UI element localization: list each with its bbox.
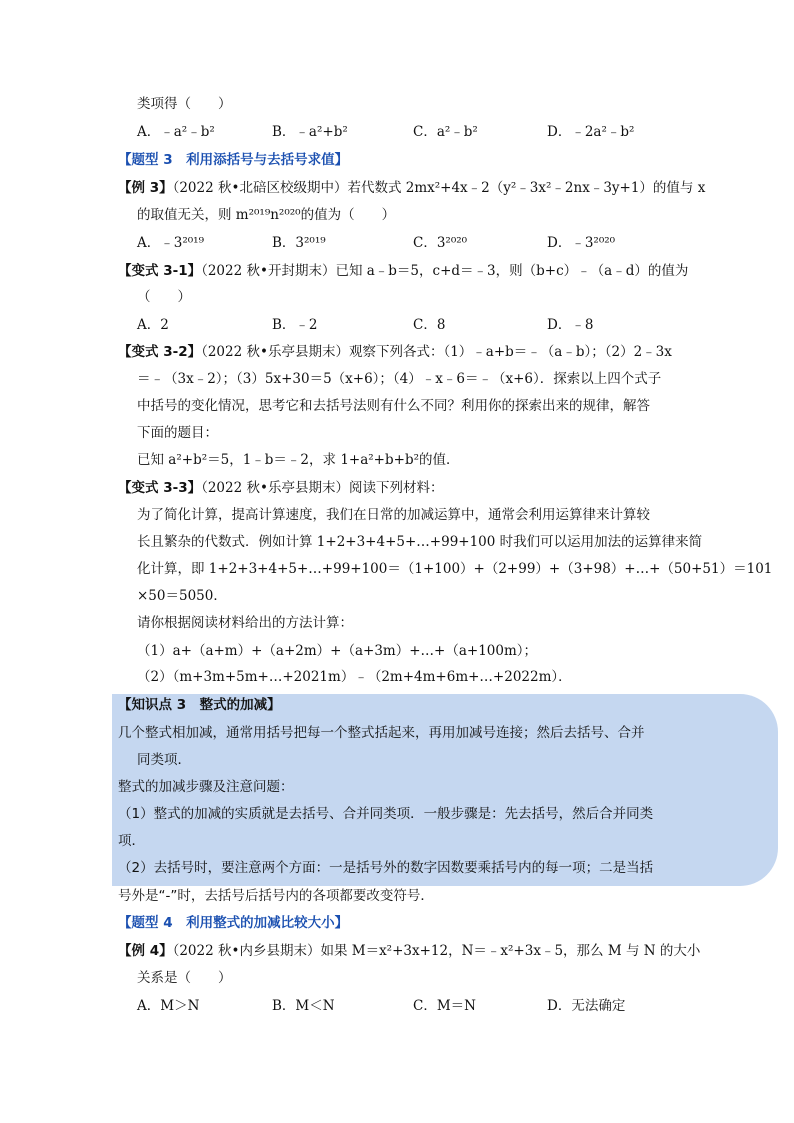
option-a: A．M＞N (137, 998, 200, 1014)
option-c: C．8 (413, 317, 446, 333)
example3-line1 (118, 178, 705, 198)
variant32-line2: ＝﹣（3x﹣2）；（3）5x+30＝5（x+6）；（4）﹣x﹣6＝﹣（x+6）．探索以上四个式子 (137, 371, 662, 387)
option-d: D．﹣8 (547, 317, 594, 333)
example3-line2: 的取值无关，则 m²⁰¹⁹n²⁰²⁰的值为（ ） (137, 207, 396, 223)
option-c: C．3²⁰²⁰ (413, 235, 468, 251)
knowledge-line3: 整式的加减步骤及注意问题： (118, 779, 294, 795)
option-c: C．M＝N (413, 998, 476, 1014)
example4-tag: 【例 4】 (118, 943, 173, 959)
option-b: B．﹣a²+b² (272, 124, 348, 140)
knowledge-line5: 项． (118, 833, 145, 849)
variant32-line3: 中括号的变化情况，思考它和去括号法则有什么不同？利用你的探索出来的规律，解答 (137, 398, 650, 414)
knowledge-line7: 号外是“-”时，去括号后括号内的各项都要改变符号． (118, 888, 434, 904)
example4-line1 (118, 941, 700, 961)
knowledge-line6: （2）去括号时，要注意两个方面：一是括号外的数字因数要乘括号内的每一项；二是当括 (118, 860, 654, 876)
example3-text: （2022 秋•北碚区校级期中）若代数式 2mx²+4x﹣2（y²﹣3x²﹣2nx﹣3y+1）的值与 x (172, 180, 706, 196)
example3-options (137, 233, 697, 253)
variant33-line6: 请你根据阅读材料给出的方法计算： (137, 615, 353, 631)
section-heading-type3: 【题型 3 利用添括号与去括号求值】 (118, 152, 349, 168)
variant33-line3: 长且繁杂的代数式．例如计算 1+2+3+4+5+…+99+100 时我们可以运用加法的运算律来简 (137, 534, 703, 550)
option-b: B．﹣2 (272, 317, 318, 333)
option-a: A．﹣a²﹣b² (137, 124, 215, 140)
prev-question-options (137, 122, 697, 142)
variant31-options (137, 315, 697, 335)
variant33-line1 (118, 478, 443, 498)
variant33-line2: 为了简化计算，提高计算速度，我们在日常的加减运算中，通常会利用运算律来计算较 (137, 507, 650, 523)
option-a: A．2 (137, 317, 169, 333)
variant33-line8: （2）（m+3m+5m+…+2021m）﹣（2m+4m+6m+…+2022m）． (137, 669, 572, 685)
variant31-line1 (118, 261, 688, 281)
variant33-tag: 【变式 3-3】 (118, 480, 202, 496)
variant31-text: （2022 秋•开封期末）已知 a﹣b＝5，c+d＝﹣3，则（b+c）﹣（a﹣d）的值为 (201, 263, 689, 279)
variant33-line5: ×50＝5050． (137, 588, 227, 604)
knowledge-line2: 同类项． (137, 752, 191, 768)
variant33-line4: 化计算，即 1+2+3+4+5+…+99+100＝（1+100）+（2+99）+（3+98）+…+（50+51）＝101 (137, 561, 773, 577)
example4-line2: 关系是（ ） (137, 970, 232, 986)
variant32-line5: 已知 a²+b²＝5，1﹣b＝﹣2，求 1+a²+b+b²的值． (137, 452, 460, 468)
variant32-tag: 【变式 3-2】 (118, 344, 202, 360)
variant32-text: （2022 秋•乐亭县期末）观察下列各式：（1）﹣a+b＝﹣（a﹣b）；（2）2﹣3x (201, 344, 672, 360)
variant31-line2: （ ） (137, 289, 191, 305)
example4-text: （2022 秋•内乡县期末）如果 M＝x²+3x+12，N＝﹣x²+3x﹣5，那么 M 与 N 的大小 (172, 943, 701, 959)
variant31-tag: 【变式 3-1】 (118, 263, 202, 279)
section-heading-type4: 【题型 4 利用整式的加减比较大小】 (118, 915, 349, 931)
option-a: A．﹣3²⁰¹⁹ (137, 235, 204, 251)
option-d: D．无法确定 (547, 998, 626, 1014)
knowledge-line1: 几个整式相加减，通常用括号把每一个整式括起来，再用加减号连接；然后去括号、合并 (118, 725, 645, 741)
example3-tag: 【例 3】 (118, 180, 173, 196)
variant32-line4: 下面的题目： (137, 425, 218, 441)
example4-options (137, 996, 697, 1016)
option-b: B．3²⁰¹⁹ (272, 235, 326, 251)
variant33-line7: （1）a+（a+m）+（a+2m）+（a+3m）+…+（a+100m）； (137, 643, 538, 659)
knowledge-line4: （1）整式的加减的实质就是去括号、合并同类项．一般步骤是：先去括号，然后合并同类 (118, 806, 654, 822)
variant33-text: （2022 秋•乐亭县期末）阅读下列材料： (201, 480, 444, 496)
option-c: C．a²﹣b² (413, 124, 478, 140)
option-d: D．﹣3²⁰²⁰ (547, 235, 616, 251)
option-d: D．﹣2a²﹣b² (547, 124, 635, 140)
variant32-line1 (118, 342, 672, 362)
option-b: B．M＜N (272, 998, 335, 1014)
knowledge-point-heading: 【知识点 3 整式的加减】 (118, 697, 281, 713)
question-stem-tail: 类项得（ ） (137, 96, 232, 112)
